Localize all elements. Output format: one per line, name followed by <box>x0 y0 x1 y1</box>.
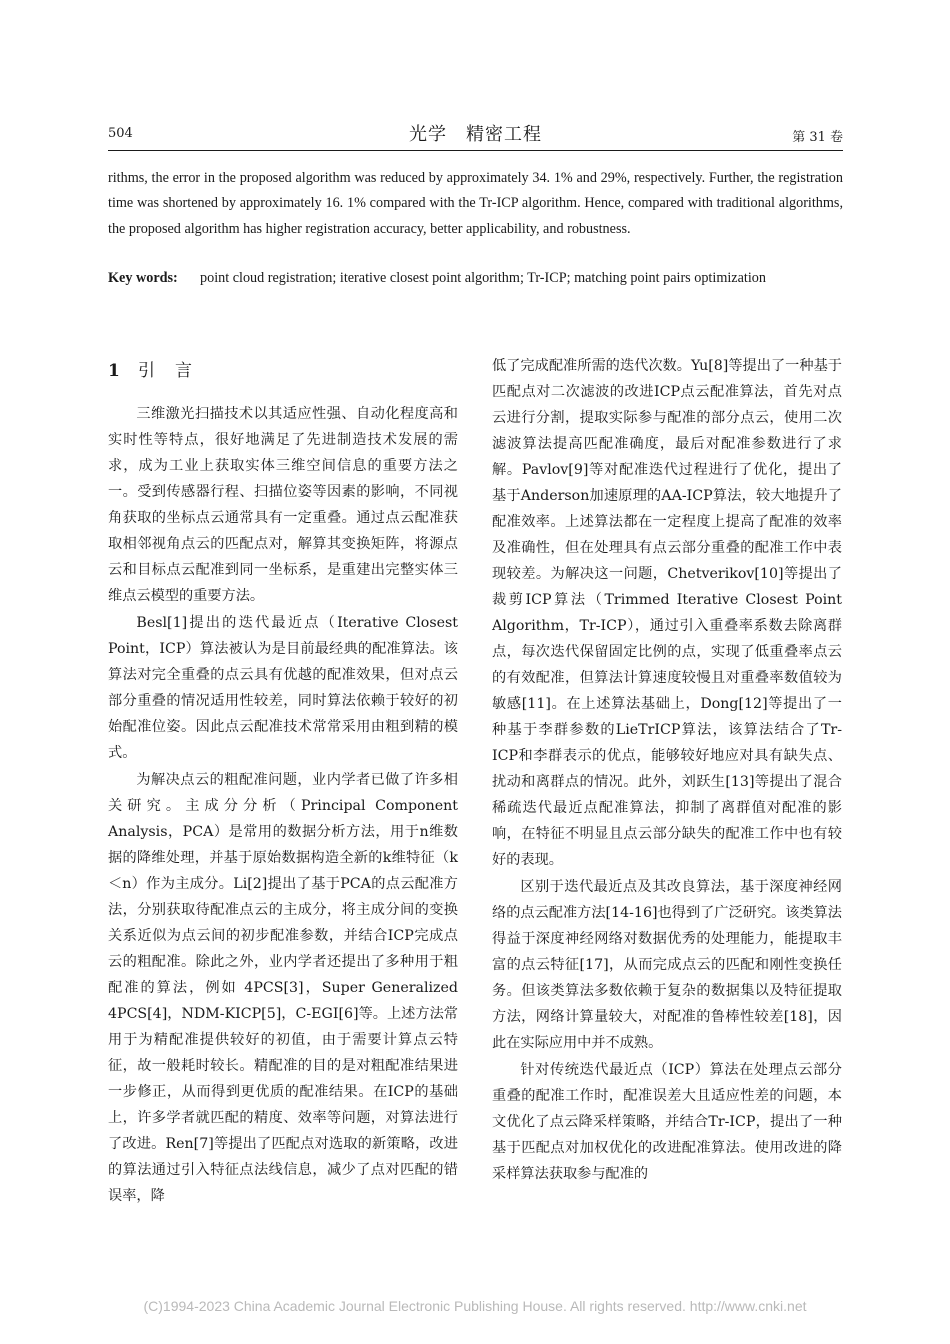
header-rule <box>108 150 843 151</box>
copyright-footer: (C)1994-2023 China Academic Journal Electronic Publishing House. All rights reserved. http://www.cnki.net <box>143 1298 807 1314</box>
paragraph: 为解决点云的粗配准问题，业内学者已做了许多相关研究。主成分分析（Principal Component Analysis，PCA）是常用的数据分析方法，用于n维数据的降维处理，并基于原始数据构造全新的k维特征（k＜n）作为主成分。Li[2]提出了基于PCA的点云配准方法，分别获取待配准点云的主成分，将主成分间的变换关系近似为点云间的初步配准参数，并结合ICP完成点云的粗配准。除此之外，业内学者还提出了多种用于粗配准的算法，例如 4PCS[3]，Super Generalized 4PCS[4]，NDM-KICP[5]，C-EGI[6]等。上述方法常用于为精配准提供较好的初值，由于需要计算点云特征，故一般耗时较长。精配准的目的是对粗配准结果进一步修正，从而得到更优质的配准结果。在ICP的基础上，许多学者就匹配的精度、效率等问题，对算法进行了改进。Ren[7]等提出了匹配点对选取的新策略，改进的算法通过引入特征点法线信息，减少了点对匹配的错误率，降 <box>108 772 458 1204</box>
keywords-label: Key words: <box>108 270 178 286</box>
paragraph: 针对传统迭代最近点（ICP）算法在处理点云部分重叠的配准工作时，配准误差大且适应性差的问题，本文优化了点云降采样策略，并结合Tr-ICP，提出了一种基于匹配点对加权优化的改进配准算法。使用改进的降采样算法获取参与配准的 <box>492 1062 842 1182</box>
left-column <box>108 401 458 1209</box>
page-number: 504 <box>108 126 133 141</box>
section-heading <box>108 356 212 381</box>
running-header <box>108 118 843 148</box>
paragraph: 低了完成配准所需的迭代次数。Yu[8]等提出了一种基于匹配点对二次滤波的改进ICP点云配准算法，首先对点云进行分割，提取实际参与配准的部分点云，使用二次滤波算法提高匹配准确度，最后对配准参数进行了求解。Pavlov[9]等对配准迭代过程进行了优化，提出了基于Anderson加速原理的AA-ICP算法，较大地提升了配准效率。上述算法都在一定程度上提高了配准的效率及准确性，但在处理具有点云部分重叠的配准工作中表现较差。为解决这一问题，Chetverikov[10]等提出了裁剪ICP算法（Trimmed Iterative Closest Point Algorithm，Tr-ICP），通过引入重叠率系数去除离群点，每次迭代保留固定比例的点，实现了低重叠率点云的有效配准，但算法计算速度较慢且对重叠率数值较为敏感[11]。在上述算法基础上，Dong[12]等提出了一种基于李群参数的LieTrICP算法，该算法结合了Tr-ICP和李群表示的优点，能够较好地应对具有缺失点、扰动和离群点的情况。此外，刘跃生[13]等提出了混合稀疏迭代最近点配准算法，抑制了离群值对配准的影响，在特征不明显且点云部分缺失的配准工作中也有较好的表现。 <box>492 358 842 868</box>
paragraph: 区别于迭代最近点及其改良算法，基于深度神经网络的点云配准方法[14-16]也得到了广泛研究。该类算法得益于深度神经网络对数据优秀的处理能力，能提取丰富的点云特征[17]，从而完成点云的匹配和刚性变换任务。但该类算法多数依赖于复杂的数据集以及特征提取方法，网络计算量较大，对配准的鲁棒性较差[18]，因此在实际应用中并不成熟。 <box>492 879 842 1051</box>
keywords-text: point cloud registration; iterative closest point algorithm; Tr-ICP; matching point pairs optimization <box>200 270 766 286</box>
abstract-text: rithms, the error in the proposed algorithm was reduced by approximately 34. 1% and 29%, respectively. Further, the registration time was shortened by approximately 16. 1% compared with the Tr-ICP algorithm. Hence, compared with traditional algorithms, the proposed algorithm has higher registration accuracy, better applicability, and robustness. <box>108 170 843 237</box>
paragraph: 三维激光扫描技术以其适应性强、自动化程度高和实时性等特点，很好地满足了先进制造技术发展的需求，成为工业上获取实体三维空间信息的重要方法之一。受到传感器行程、扫描位姿等因素的影响，不同视角获取的坐标点云通常具有一定重叠。通过点云配准获取相邻视角点云的匹配点对，解算其变换矩阵，将源点云和目标点云配准到同一坐标系，是重建出完整实体三维点云模型的重要方法。 <box>108 406 458 604</box>
section-title: 引言 <box>138 361 212 381</box>
volume-label: 第 31 卷 <box>792 130 843 145</box>
paragraph: Besl[1]提出的迭代最近点（Iterative Closest Point，ICP）算法被认为是目前最经典的配准算法。该算法对完全重叠的点云具有优越的配准效果，但对点云部分重叠的情况适用性较差，同时算法依赖于较好的初始配准位姿。因此点云配准技术常常采用由粗到精的模式。 <box>108 615 458 761</box>
journal-title: 光学 精密工程 <box>409 124 542 145</box>
right-column <box>492 353 842 1187</box>
section-number: 1 <box>108 361 120 381</box>
